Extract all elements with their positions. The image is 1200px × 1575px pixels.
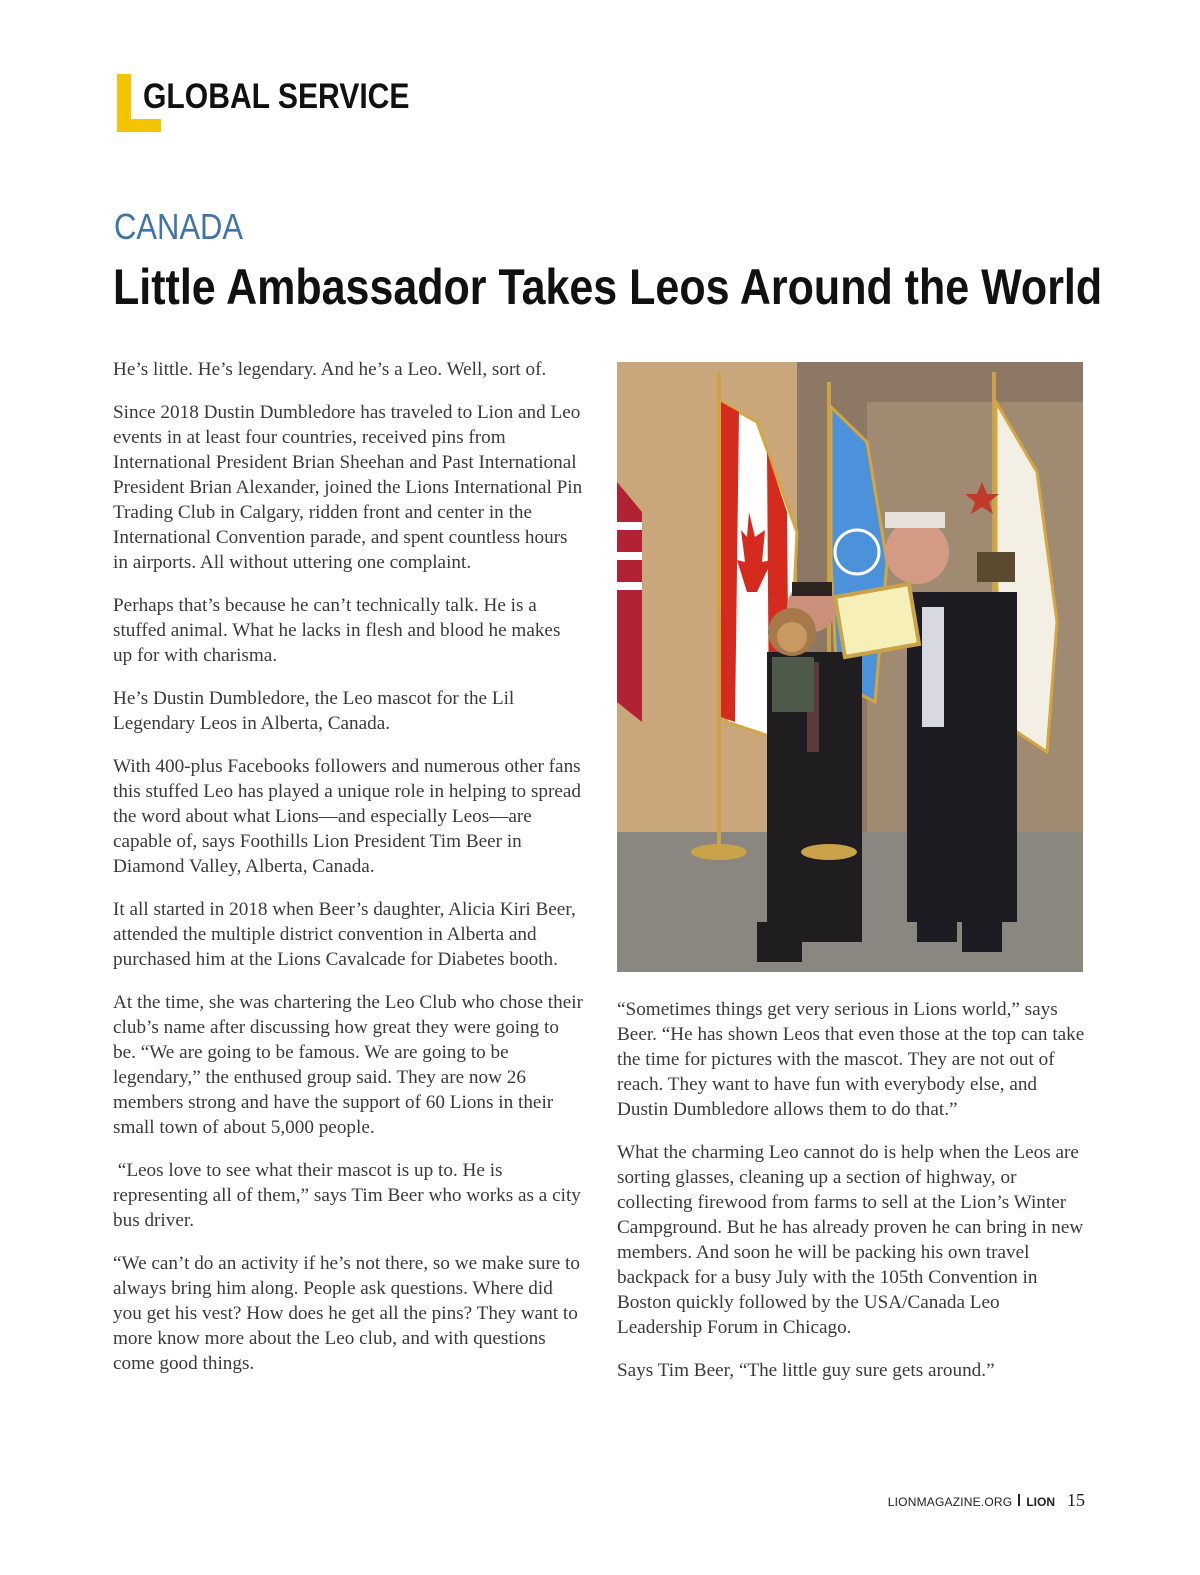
page-number: 15	[1067, 1490, 1085, 1510]
paragraph: He’s Dustin Dumbledore, the Leo mascot for the Lil Legendary Leos in Alberta, Canada.	[113, 688, 515, 734]
article-photo	[617, 362, 1083, 972]
paragraph: It all started in 2018 when Beer’s daughter, Alicia Kiri Beer, attended the multiple district convention in Alberta and purchased him at the Lions Cavalcade for Diabetes booth.	[113, 899, 576, 970]
paragraph: What the charming Leo cannot do is help when the Leos are sorting glasses, cleaning up a section of highway, or collecting firewood from farms to sell at the Lion’s Winter Campground. But he has already proven he can bring in new members. And soon he will be packing his own travel backpack for a busy July with the 105th Convention in Boston quickly followed by the USA/Canada Leo Leadership Forum in Chicago.	[617, 1142, 1084, 1338]
footer-site-link[interactable]: LIONMAGAZINE.ORG	[887, 1495, 1013, 1509]
paragraph: With 400-plus Facebooks followers and numerous other fans this stuffed Leo has played a unique role in helping to spread the word about what Lions—and especially Leos—are capable of, says Foothills Lion President Tim Beer in Diamond Valley, Alberta, Canada.	[113, 756, 582, 877]
section-label: GLOBAL SERVICE	[143, 77, 410, 116]
article-column-left	[113, 357, 586, 1394]
page-footer	[888, 1490, 1085, 1511]
footer-brand: LION	[1026, 1495, 1055, 1509]
paragraph: Since 2018 Dustin Dumbledore has traveled to Lion and Leo events in at least four countries, received pins from International President Brian Sheehan and Past International President Brian Alexander, joined the Lions International Pin Trading Club in Calgary, ridden front and center in the International Convention parade, and spent countless hours in airports. All without uttering one complaint.	[113, 402, 583, 573]
section-bracket-foot	[117, 119, 161, 132]
paragraph: He’s little. He’s legendary. And he’s a Leo. Well, sort of.	[113, 359, 547, 380]
paragraph: “Leos love to see what their mascot is up to. He is representing all of them,” says Tim Beer who works as a city bus driver.	[113, 1160, 586, 1231]
paragraph: At the time, she was chartering the Leo Club who chose their club’s name after discussing how great they were going to be. “We are going to be famous. We are going to be legendary,” the enthused group said. They are now 26 members strong and have the support of 60 Lions in their small town of about 5,000 people.	[113, 992, 583, 1138]
footer-divider	[1018, 1494, 1020, 1506]
article-column-right	[617, 997, 1087, 1401]
article-headline: Little Ambassador Takes Leos Around the World	[113, 259, 1103, 315]
article-kicker: CANADA	[114, 206, 244, 247]
paragraph: Says Tim Beer, “The little guy sure gets around.”	[617, 1360, 995, 1381]
paragraph: “We can’t do an activity if he’s not there, so we make sure to always bring him along. People ask questions. Where did you get his vest? How does he get all the pins? They want to more know more about the Leo club, and with questions come good things.	[113, 1253, 580, 1374]
paragraph: Perhaps that’s because he can’t technically talk. He is a stuffed animal. What he lacks in flesh and blood he makes up for with charisma.	[113, 595, 561, 666]
photo-illustration	[617, 362, 1083, 972]
paragraph: “Sometimes things get very serious in Lions world,” says Beer. “He has shown Leos that even those at the top can take the time for pictures with the mascot. They are not out of reach. They want to have fun with everybody else, and Dustin Dumbledore allows them to do that.”	[617, 999, 1085, 1120]
